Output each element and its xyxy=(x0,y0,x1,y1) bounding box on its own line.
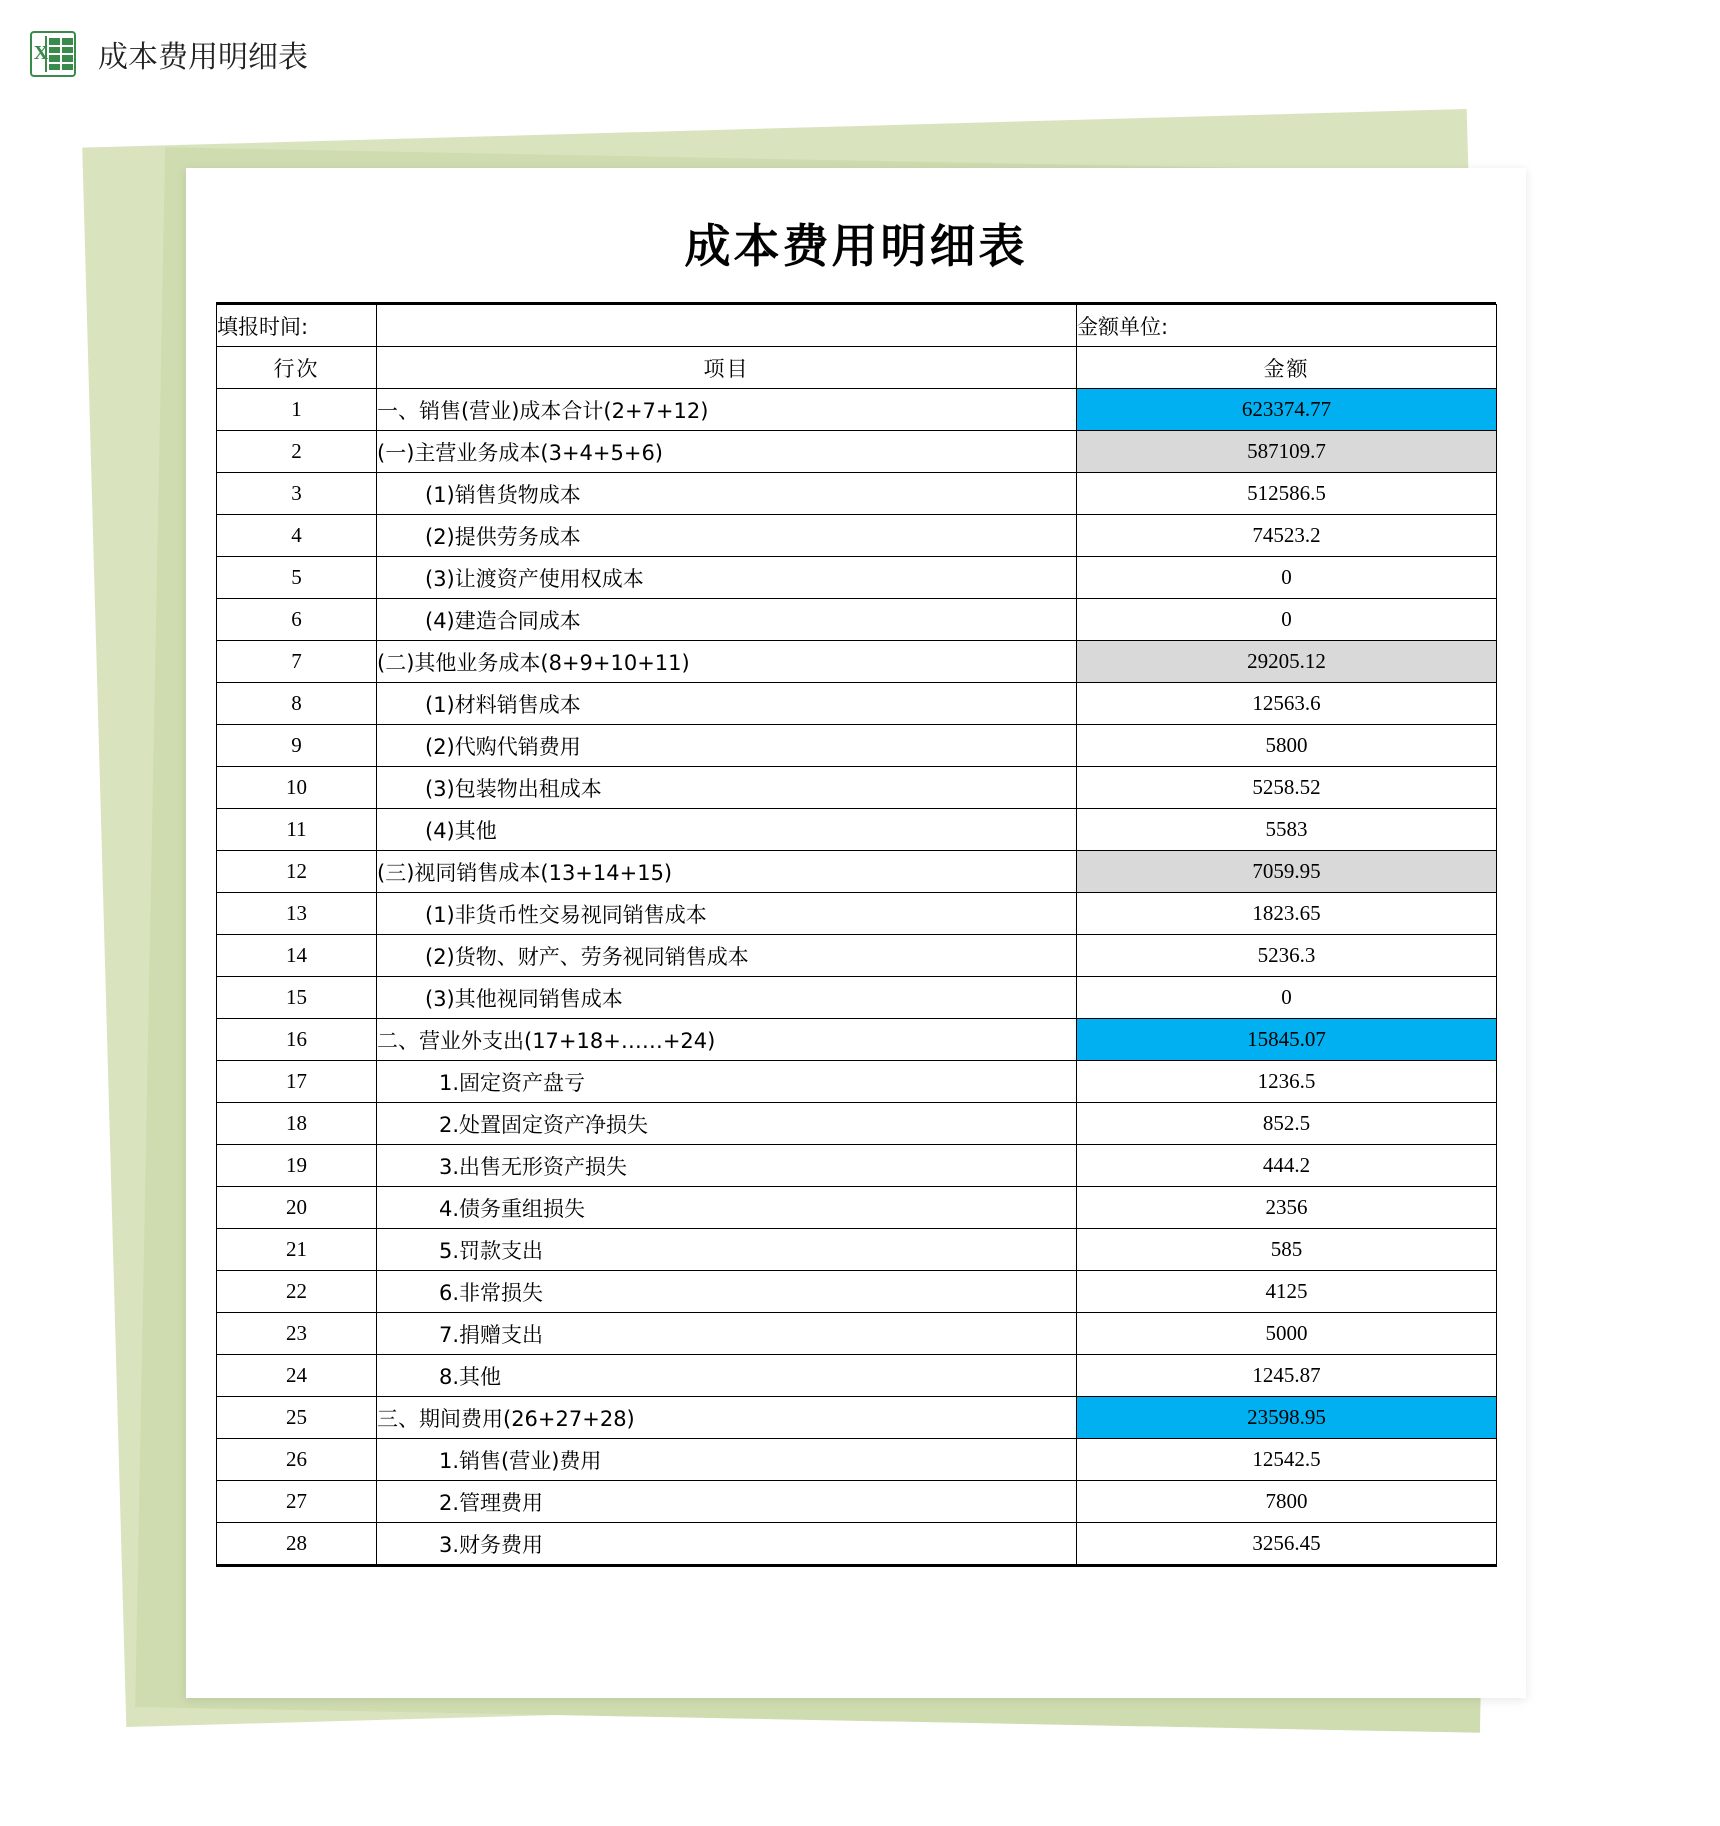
row-item-cell: 1.销售(营业)费用 xyxy=(377,1439,1077,1481)
table-row xyxy=(217,1187,1497,1229)
row-amount-cell[interactable]: 74523.2 xyxy=(1077,515,1497,557)
row-number-cell: 22 xyxy=(217,1271,377,1313)
table-row xyxy=(217,767,1497,809)
row-amount-cell[interactable]: 15845.07 xyxy=(1077,1019,1497,1061)
sheet-title: 成本费用明细表 xyxy=(216,182,1496,304)
row-number-cell: 18 xyxy=(217,1103,377,1145)
table-row xyxy=(217,515,1497,557)
row-item-cell: 二、营业外支出(17+18+……+24) xyxy=(377,1019,1077,1061)
row-amount-cell[interactable]: 5800 xyxy=(1077,725,1497,767)
row-amount-cell[interactable]: 2356 xyxy=(1077,1187,1497,1229)
table-body xyxy=(217,305,1497,1566)
table-row xyxy=(217,1019,1497,1061)
document-title: 成本费用明细表 xyxy=(98,40,308,75)
table-row xyxy=(217,557,1497,599)
row-item-cell: (2)代购代销费用 xyxy=(377,725,1077,767)
row-amount-cell[interactable]: 5236.3 xyxy=(1077,935,1497,977)
row-number-cell: 15 xyxy=(217,977,377,1019)
table-row xyxy=(217,1397,1497,1439)
report-date-label: 填报时间: xyxy=(217,305,377,347)
row-item-cell: (三)视同销售成本(13+14+15) xyxy=(377,851,1077,893)
row-number-cell: 23 xyxy=(217,1313,377,1355)
row-amount-cell[interactable]: 0 xyxy=(1077,557,1497,599)
row-amount-cell[interactable]: 7059.95 xyxy=(1077,851,1497,893)
table-row xyxy=(217,1145,1497,1187)
row-item-cell: (一)主营业务成本(3+4+5+6) xyxy=(377,431,1077,473)
table-row xyxy=(217,809,1497,851)
row-number-cell: 20 xyxy=(217,1187,377,1229)
row-number-cell: 12 xyxy=(217,851,377,893)
row-number-cell: 28 xyxy=(217,1523,377,1566)
table-row xyxy=(217,1103,1497,1145)
row-number-cell: 6 xyxy=(217,599,377,641)
row-amount-cell[interactable]: 1245.87 xyxy=(1077,1355,1497,1397)
row-amount-cell[interactable]: 12542.5 xyxy=(1077,1439,1497,1481)
row-item-cell: 三、期间费用(26+27+28) xyxy=(377,1397,1077,1439)
row-item-cell: 3.出售无形资产损失 xyxy=(377,1145,1077,1187)
row-item-cell: 2.处置固定资产净损失 xyxy=(377,1103,1077,1145)
row-number-cell: 21 xyxy=(217,1229,377,1271)
table-row xyxy=(217,851,1497,893)
row-item-cell: 7.捐赠支出 xyxy=(377,1313,1077,1355)
row-amount-cell[interactable]: 512586.5 xyxy=(1077,473,1497,515)
row-amount-cell[interactable]: 5583 xyxy=(1077,809,1497,851)
row-item-cell: (4)建造合同成本 xyxy=(377,599,1077,641)
table-row xyxy=(217,1313,1497,1355)
column-header-item: 项目 xyxy=(377,347,1077,389)
row-number-cell: 27 xyxy=(217,1481,377,1523)
row-amount-cell[interactable]: 0 xyxy=(1077,977,1497,1019)
row-number-cell: 1 xyxy=(217,389,377,431)
row-amount-cell[interactable]: 29205.12 xyxy=(1077,641,1497,683)
meta-row xyxy=(217,305,1497,347)
table-row xyxy=(217,683,1497,725)
row-item-cell: (4)其他 xyxy=(377,809,1077,851)
row-item-cell: 一、销售(营业)成本合计(2+7+12) xyxy=(377,389,1077,431)
row-item-cell: (3)让渡资产使用权成本 xyxy=(377,557,1077,599)
row-number-cell: 8 xyxy=(217,683,377,725)
table-row xyxy=(217,599,1497,641)
table-row xyxy=(217,431,1497,473)
table-row xyxy=(217,1355,1497,1397)
row-item-cell: 8.其他 xyxy=(377,1355,1077,1397)
table-row xyxy=(217,1481,1497,1523)
row-amount-cell[interactable]: 4125 xyxy=(1077,1271,1497,1313)
row-amount-cell[interactable]: 0 xyxy=(1077,599,1497,641)
row-item-cell: 1.固定资产盘亏 xyxy=(377,1061,1077,1103)
row-number-cell: 19 xyxy=(217,1145,377,1187)
row-amount-cell[interactable]: 585 xyxy=(1077,1229,1497,1271)
table-row xyxy=(217,725,1497,767)
row-number-cell: 14 xyxy=(217,935,377,977)
row-item-cell: 3.财务费用 xyxy=(377,1523,1077,1566)
row-number-cell: 7 xyxy=(217,641,377,683)
row-amount-cell[interactable]: 5000 xyxy=(1077,1313,1497,1355)
row-item-cell: 4.债务重组损失 xyxy=(377,1187,1077,1229)
row-amount-cell[interactable]: 12563.6 xyxy=(1077,683,1497,725)
row-number-cell: 5 xyxy=(217,557,377,599)
row-number-cell: 9 xyxy=(217,725,377,767)
table-row xyxy=(217,1061,1497,1103)
row-amount-cell[interactable]: 5258.52 xyxy=(1077,767,1497,809)
row-number-cell: 16 xyxy=(217,1019,377,1061)
row-item-cell: (3)其他视同销售成本 xyxy=(377,977,1077,1019)
row-amount-cell[interactable]: 1236.5 xyxy=(1077,1061,1497,1103)
row-item-cell: (1)材料销售成本 xyxy=(377,683,1077,725)
row-number-cell: 4 xyxy=(217,515,377,557)
app-header xyxy=(0,0,1720,108)
table-row xyxy=(217,1229,1497,1271)
row-item-cell: (2)提供劳务成本 xyxy=(377,515,1077,557)
row-item-cell: 6.非常损失 xyxy=(377,1271,1077,1313)
row-amount-cell[interactable]: 444.2 xyxy=(1077,1145,1497,1187)
cost-detail-sheet xyxy=(216,182,1496,1567)
table-row xyxy=(217,473,1497,515)
table-row xyxy=(217,1523,1497,1566)
table-row xyxy=(217,389,1497,431)
amount-unit-label: 金额单位: xyxy=(1077,305,1497,347)
row-amount-cell[interactable]: 852.5 xyxy=(1077,1103,1497,1145)
row-item-cell: (二)其他业务成本(8+9+10+11) xyxy=(377,641,1077,683)
column-header-row-no: 行次 xyxy=(217,347,377,389)
row-amount-cell[interactable]: 3256.45 xyxy=(1077,1523,1497,1566)
column-header-amount: 金额 xyxy=(1077,347,1497,389)
row-number-cell: 13 xyxy=(217,893,377,935)
row-number-cell: 17 xyxy=(217,1061,377,1103)
row-number-cell: 24 xyxy=(217,1355,377,1397)
table-row xyxy=(217,641,1497,683)
row-item-cell: (1)销售货物成本 xyxy=(377,473,1077,515)
header-row xyxy=(217,347,1497,389)
row-item-cell: (1)非货币性交易视同销售成本 xyxy=(377,893,1077,935)
table-row xyxy=(217,1271,1497,1313)
row-amount-cell[interactable]: 7800 xyxy=(1077,1481,1497,1523)
row-amount-cell[interactable]: 23598.95 xyxy=(1077,1397,1497,1439)
row-number-cell: 3 xyxy=(217,473,377,515)
report-date-value[interactable] xyxy=(377,305,1077,347)
row-number-cell: 26 xyxy=(217,1439,377,1481)
table-row xyxy=(217,1439,1497,1481)
row-item-cell: 5.罚款支出 xyxy=(377,1229,1077,1271)
table-row xyxy=(217,935,1497,977)
row-number-cell: 2 xyxy=(217,431,377,473)
row-amount-cell[interactable]: 1823.65 xyxy=(1077,893,1497,935)
row-amount-cell[interactable]: 587109.7 xyxy=(1077,431,1497,473)
row-number-cell: 11 xyxy=(217,809,377,851)
row-item-cell: 2.管理费用 xyxy=(377,1481,1077,1523)
table-row xyxy=(217,977,1497,1019)
row-item-cell: (3)包装物出租成本 xyxy=(377,767,1077,809)
cost-detail-table xyxy=(216,304,1497,1567)
row-number-cell: 10 xyxy=(217,767,377,809)
row-number-cell: 25 xyxy=(217,1397,377,1439)
table-row xyxy=(217,893,1497,935)
row-amount-cell[interactable]: 623374.77 xyxy=(1077,389,1497,431)
row-item-cell: (2)货物、财产、劳务视同销售成本 xyxy=(377,935,1077,977)
excel-file-icon: X xyxy=(30,31,76,77)
